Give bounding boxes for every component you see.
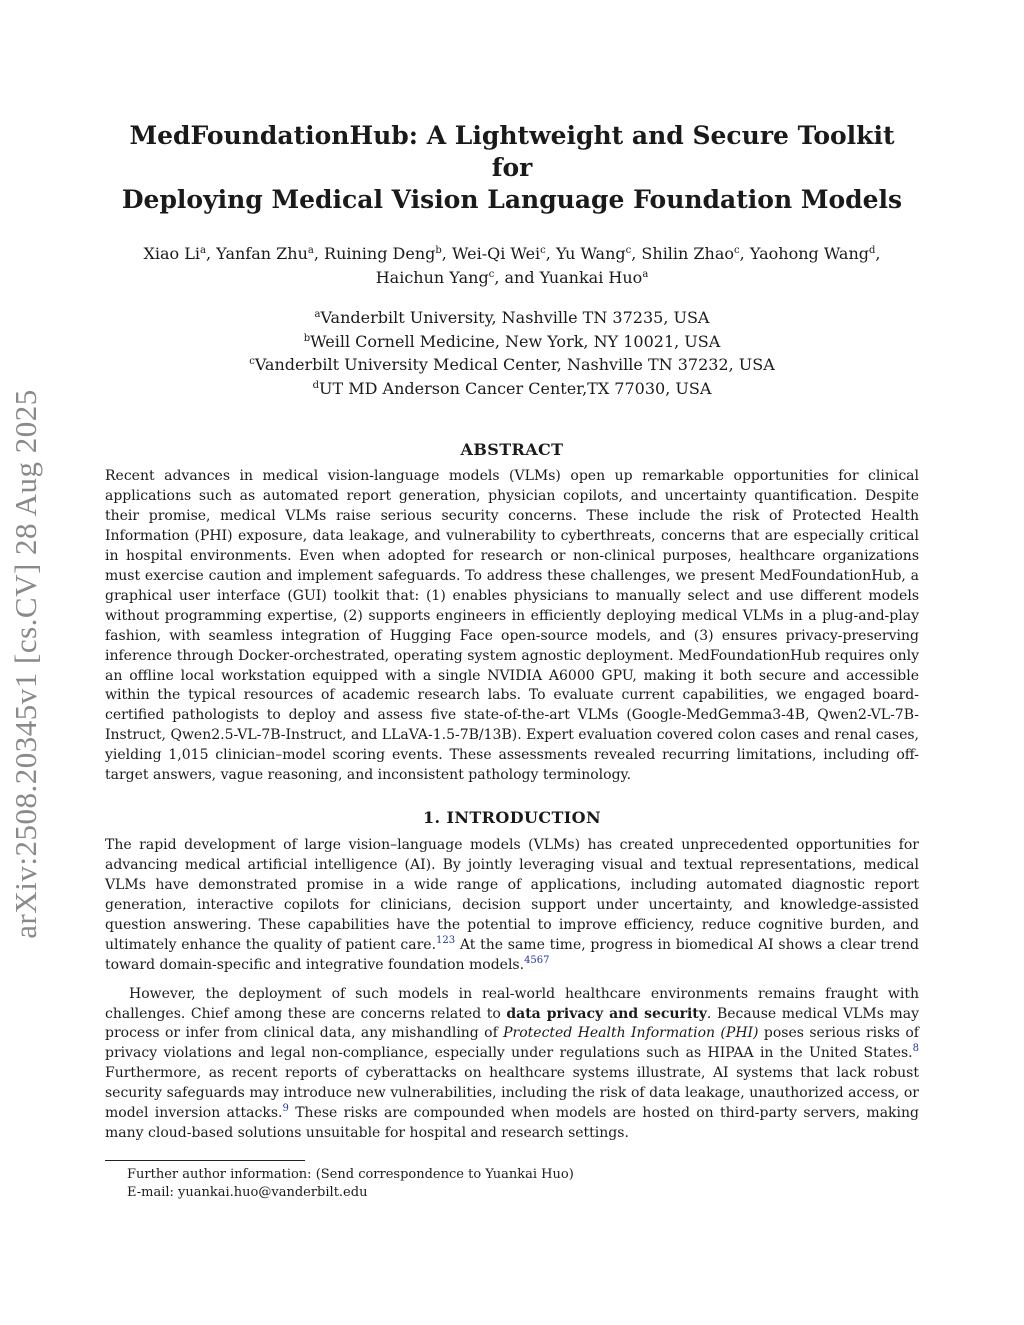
emphasis-bold: data privacy and security bbox=[506, 1005, 707, 1022]
paragraph-text: These risks are compounded when models are hosted on third-party servers, making many cloud-based solutions unsuitable for hospital and research settings. bbox=[105, 1105, 919, 1141]
author-affiliation-mark: c bbox=[540, 245, 546, 256]
affiliation-text: Weill Cornell Medicine, New York, NY 10021, USA bbox=[310, 331, 721, 351]
affiliation bbox=[105, 377, 919, 401]
affiliation-text: Vanderbilt University, Nashville TN 37235, USA bbox=[320, 308, 710, 327]
emphasis-italic: Protected Health Information (PHI) bbox=[503, 1025, 759, 1042]
affiliation bbox=[105, 330, 919, 354]
author-affiliation-mark: c bbox=[488, 269, 495, 280]
abstract-heading: ABSTRACT bbox=[460, 440, 564, 459]
paragraph-text: . Because medical VLMs may process or infer from clinical data, any mishandling of bbox=[105, 1005, 920, 1042]
paper-page bbox=[105, 120, 919, 1202]
author: Wei-Qi Wei bbox=[451, 244, 541, 263]
author-affiliation-mark: b bbox=[435, 245, 442, 256]
affiliation-key: b bbox=[303, 332, 311, 344]
author-affiliation-mark: c bbox=[625, 245, 632, 256]
footnote-author-info: Further author information: (Send correspondence to Yuankai Huo) bbox=[127, 1166, 574, 1182]
paragraph-text: Furthermore, as recent reports of cyberattacks on healthcare systems illustrate, AI systems that lack robust security safeguards may introduce new vulnerabilities, including the risk of data leakage, unauthorized access, or model inversion attacks. bbox=[105, 1065, 919, 1122]
affiliation-key: a bbox=[314, 309, 321, 320]
author-affiliation-mark: a bbox=[307, 245, 314, 256]
citation-link[interactable]: 9 bbox=[282, 1103, 289, 1115]
author-affiliation-mark: c bbox=[734, 245, 740, 256]
citation-link[interactable]: 8 bbox=[912, 1043, 919, 1055]
author: Xiao Li bbox=[143, 244, 200, 263]
paragraph-text: poses serious risks of privacy violations and legal non-compliance, especially under regulations such as HIPAA in the United States. bbox=[105, 1025, 919, 1062]
author: Shilin Zhao bbox=[641, 244, 735, 263]
affiliation bbox=[105, 353, 919, 377]
author-affiliation-mark: a bbox=[199, 245, 206, 256]
footnote-divider bbox=[105, 1160, 305, 1161]
author-list: Xiao Li$^a$, Yanfan Zhu$^a$, Ruining Deng$^b$, Wei-Qi Wei$^c$, Yu Wang$^c$, Shilin Zhao$^c$, Yaohong Wang$^d$, Haichun Yang$^c$, and Yuankai Huo$^a$ bbox=[143, 244, 881, 287]
author: Yanfan Zhu bbox=[216, 244, 308, 263]
paragraph-text: At the same time, progress in biomedical AI shows a clear trend toward domain-specific and integrative foundation models. bbox=[105, 936, 919, 973]
affiliation-key: d bbox=[312, 379, 320, 391]
citation-link[interactable]: 4567 bbox=[524, 954, 550, 966]
paragraph-text: However, the deployment of such models in real-world healthcare environments remains fraught with challenges. Chief among these are concerns related to bbox=[105, 985, 919, 1022]
affiliation-text: UT MD Anderson Cancer Center,TX 77030, USA bbox=[319, 378, 712, 398]
arxiv-identifier: arXiv:2508.20345v1 [cs.CV] 28 Aug 2025 bbox=[8, 389, 43, 939]
affiliation-key: c bbox=[249, 356, 255, 367]
paper-title bbox=[105, 120, 919, 216]
author-affiliation-mark: d bbox=[869, 245, 876, 256]
author: Yu Wang bbox=[555, 244, 626, 263]
affiliation-list bbox=[105, 306, 919, 400]
author: Yaohong Wang bbox=[749, 244, 870, 263]
intro-paragraph-1 bbox=[105, 836, 919, 975]
title-line-2: Deploying Medical Vision Language Foundation Models bbox=[121, 185, 903, 214]
footnote-email: E-mail: yuankai.huo@vanderbilt.edu bbox=[127, 1184, 368, 1200]
paragraph-text: The rapid development of large vision–language models (VLMs) has created unprecedented opportunities for advancing medical artificial intelligence (AI). By jointly leveraging visual and textual representations, medical VLMs have demonstrated promise in a wide range of applications, including automated diagnostic report generation, interactive copilots for clinicians, decision support under uncertainty, and knowledge-assisted question answering. These capabilities have the potential to improve efficiency, reduce cognitive burden, and ultimately enhance the quality of patient care. bbox=[105, 837, 919, 953]
footnote bbox=[105, 1166, 919, 1202]
arxiv-sidebar bbox=[0, 0, 50, 1325]
affiliation-text: Vanderbilt University Medical Center, Nashville TN 37232, USA bbox=[254, 355, 775, 374]
abstract-text: Recent advances in medical vision-language models (VLMs) open up remarkable opportunities for clinical applications such as automated report generation, physician copilots, and uncertainty quantification. Despite their promise, medical VLMs raise serious security concerns. These include the risk of Protected Health Information (PHI) exposure, data leakage, and vulnerability to cyberthreats, concerns that are especially critical in hospital environments. Even when adopted for research or non-clinical purposes, healthcare organizations must exercise caution and implement safeguards. To address these challenges, we present MedFoundationHub, a graphical user interface (GUI) toolkit that: (1) enables physicians to manually select and use different models without programming expertise, (2) supports engineers in efficiently deploying medical VLMs in a plug-and-play fashion, with seamless integration of Hugging Face open-source models, and (3) ensures privacy-preserving inference through Docker-orchestrated, operating system agnostic deployment. MedFoundationHub requires only an offline local workstation equipped with a single NVIDIA A6000 GPU, making it both secure and accessible within the typical resources of academic research labs. To evaluate current capabilities, we engaged board-certified pathologists to deploy and assess five state-of-the-art VLMs (Google-MedGemma3-4B, Qwen2-VL-7B-Instruct, Qwen2.5-VL-7B-Instruct, and LLaVA-1.5-7B/13B). Expert evaluation covered colon cases and renal cases, yielding 1,015 clinician–model scoring events. These assessments revealed recurring limitations, including off-target answers, vague reasoning, and inconsistent pathology terminology. bbox=[105, 468, 919, 784]
intro-paragraph-2 bbox=[105, 985, 919, 1144]
author: Ruining Deng bbox=[324, 244, 436, 263]
section-heading-introduction: 1. INTRODUCTION bbox=[422, 808, 602, 828]
author: Haichun Yang bbox=[375, 268, 489, 287]
author-affiliation-mark: a bbox=[642, 269, 649, 280]
affiliation bbox=[105, 306, 919, 330]
citation-link[interactable]: 123 bbox=[436, 934, 456, 946]
title-line-1: MedFoundationHub: A Lightweight and Secure Toolkit for bbox=[129, 121, 895, 182]
author: Yuankai Huo bbox=[539, 268, 643, 287]
